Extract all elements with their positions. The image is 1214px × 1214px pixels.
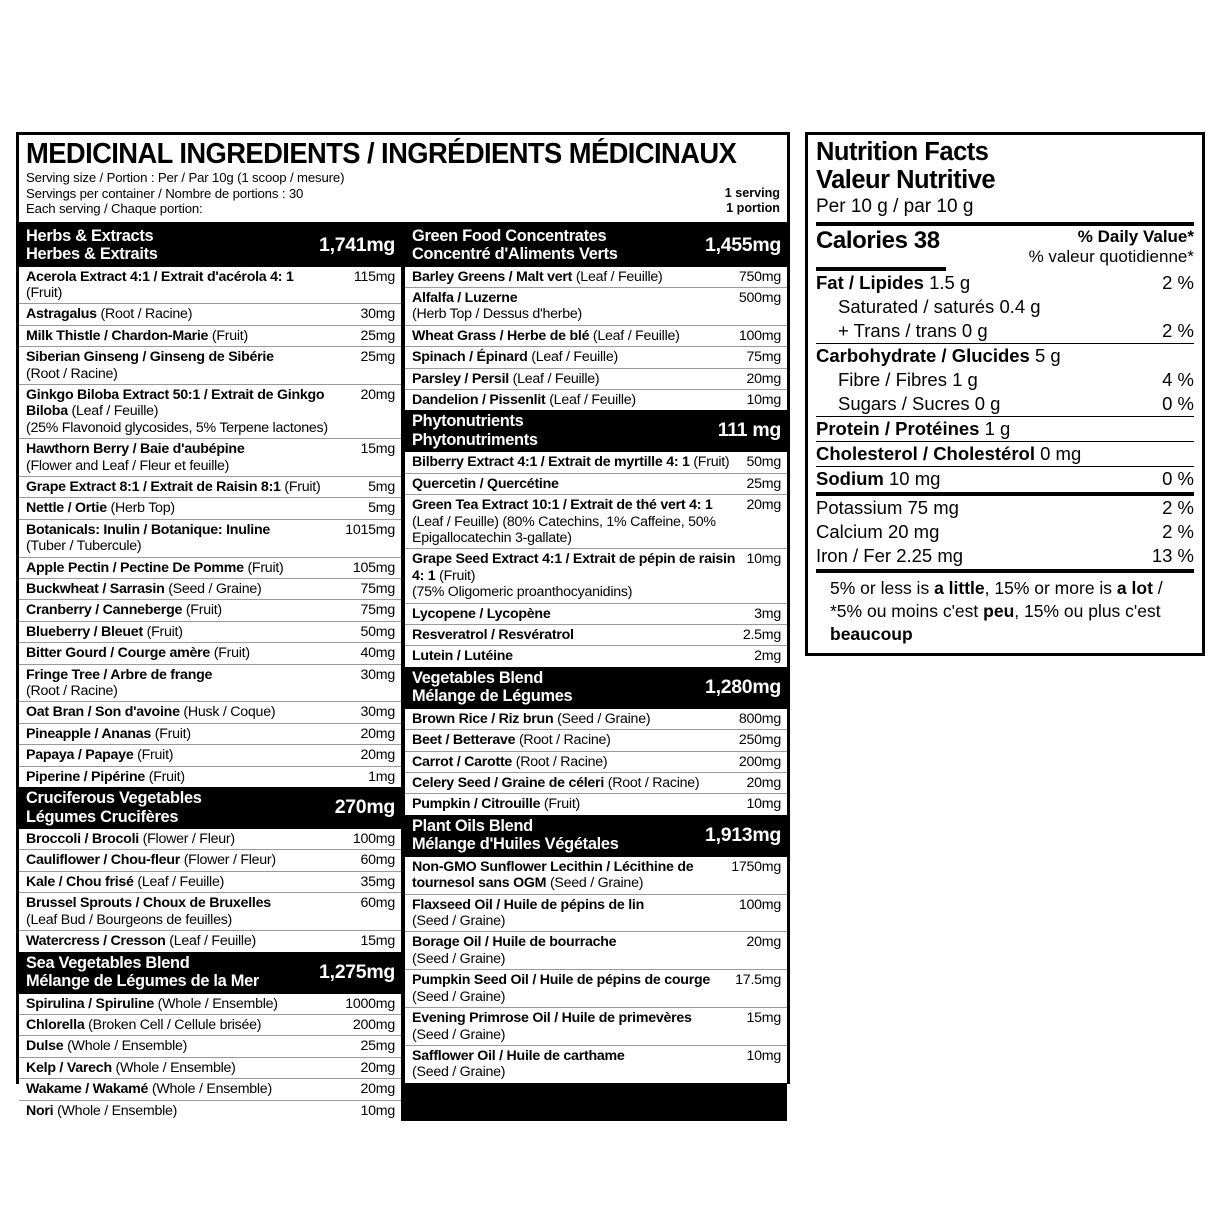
ingredient-row bbox=[405, 326, 787, 347]
ingredient-row bbox=[19, 326, 401, 347]
ingredient-row bbox=[405, 730, 787, 751]
ingredient-name: Alfalfa / Luzerne (Herb Top / Dessus d'herbe) bbox=[412, 290, 739, 323]
ingredient-amount: 1015mg bbox=[345, 521, 395, 538]
nutrient-row bbox=[816, 271, 1194, 295]
ingredient-name: Lutein / Lutéine bbox=[412, 648, 513, 665]
ingredient-name: Non-GMO Sunflower Lecithin / Lécithine de tournesol sans OGM (Seed / Graine) bbox=[412, 858, 694, 892]
ingredient-row bbox=[19, 579, 401, 600]
ingredient-row bbox=[405, 773, 787, 794]
ingredient-row bbox=[405, 709, 787, 730]
ingredient-name: Barley Greens / Malt vert (Leaf / Feuille) bbox=[412, 268, 663, 285]
group-total-amount: 1,275mg bbox=[319, 960, 395, 983]
ingredient-name: Siberian Ginseng / Ginseng de Sibérie (Root / Racine) bbox=[26, 349, 361, 382]
ingredient-amount: 10mg bbox=[360, 1102, 395, 1119]
ingredient-amount: 25mg bbox=[360, 349, 395, 366]
nutrient-daily-value: 0 % bbox=[1162, 393, 1194, 414]
ingredient-amount: 75mg bbox=[746, 349, 781, 366]
calories-row bbox=[816, 226, 1194, 267]
ingredient-name: Apple Pectin / Pectine De Pomme (Fruit) bbox=[26, 559, 284, 576]
ingredient-name: Green Tea Extract 10:1 / Extrait de thé vert 4: 1 (Leaf / Feuille) (80% Catechins, 1% Caffeine, 50% Epigallocatechin 3-gallate) bbox=[412, 497, 716, 546]
nutrient-label: Sodium 10 mg bbox=[816, 468, 941, 489]
ingredient-row bbox=[19, 829, 401, 850]
nutrition-serving-size: Per 10 g / par 10 g bbox=[816, 196, 974, 217]
ingredient-amount: 5mg bbox=[368, 478, 395, 495]
ingredient-name: Pumpkin Seed Oil / Huile de pépins de courge (Seed / Graine) bbox=[412, 972, 735, 1005]
group-total-amount: 111 mg bbox=[717, 419, 781, 442]
ingredient-row bbox=[405, 625, 787, 646]
ingredient-row bbox=[405, 1008, 787, 1046]
nutrition-facts-title-en: Nutrition Facts bbox=[816, 138, 989, 166]
ingredient-name: Cauliflower / Chou-fleur (Flower / Fleur) bbox=[26, 852, 276, 869]
ingredient-name: Botanicals: Inulin / Botanique: Inuline (Tuber / Tubercule) bbox=[26, 522, 345, 555]
group-name-fr: Mélange de Légumes bbox=[412, 687, 573, 706]
footnote-part: a lot bbox=[1116, 578, 1153, 598]
ingredient-amount: 30mg bbox=[360, 306, 395, 323]
group-name-fr: Mélange d'Huiles Végétales bbox=[412, 835, 619, 854]
group-name-fr: Concentré d'Aliments Verts bbox=[412, 245, 618, 263]
ingredient-amount: 17.5mg bbox=[735, 972, 781, 989]
ingredient-name: Evening Primrose Oil / Huile de primevères (Seed / Graine) bbox=[412, 1010, 747, 1043]
nutrient-label: Fibre / Fibres 1 g bbox=[838, 369, 978, 390]
mineral-label: Potassium 75 mg bbox=[816, 497, 959, 518]
ingredient-row bbox=[405, 895, 787, 933]
ingredient-name: Kale / Chou frisé (Leaf / Feuille) bbox=[26, 873, 225, 890]
ingredient-column-left bbox=[19, 225, 401, 1121]
mineral-rows bbox=[816, 496, 1194, 568]
ingredient-part: (Seed / Graine) bbox=[412, 1026, 506, 1043]
nutrient-label: Protein / Protéines 1 g bbox=[816, 418, 1011, 439]
nutrient-row bbox=[816, 295, 1194, 319]
ingredient-row bbox=[19, 439, 401, 477]
group-name bbox=[412, 227, 618, 264]
footnote-part: , 15% ou plus c'est bbox=[1014, 601, 1161, 621]
ingredient-row bbox=[19, 931, 401, 951]
ingredient-name: Pineapple / Ananas (Fruit) bbox=[26, 725, 191, 742]
nutrition-facts-title-fr: Valeur Nutritive bbox=[816, 166, 996, 194]
ingredient-name: Kelp / Varech (Whole / Ensemble) bbox=[26, 1059, 236, 1076]
group-name-en: Phytonutrients bbox=[412, 412, 524, 431]
group-name-en: Herbs & Extracts bbox=[26, 226, 154, 245]
ingredient-name: Brown Rice / Riz brun (Seed / Graine) bbox=[412, 710, 651, 727]
ingredient-rows bbox=[19, 267, 401, 788]
ingredient-amount: 20mg bbox=[360, 725, 395, 742]
ingredient-part: (Leaf Bud / Bourgeons de feuilles) bbox=[26, 911, 233, 928]
ingredient-name: Nori (Whole / Ensemble) bbox=[26, 1102, 178, 1119]
ingredient-row bbox=[405, 604, 787, 625]
serving-header-fr: 1 portion bbox=[726, 201, 780, 215]
nutrient-label: Cholesterol / Cholestérol 0 mg bbox=[816, 443, 1082, 464]
ingredient-name: Watercress / Cresson (Leaf / Feuille) bbox=[26, 933, 256, 950]
ingredient-column-right bbox=[405, 225, 787, 1121]
ingredient-group-header bbox=[405, 667, 787, 709]
group-total-amount: 1,913mg bbox=[705, 823, 781, 846]
ingredient-amount: 100mg bbox=[738, 896, 781, 913]
servings-per-container-line: Servings per container / Nombre de portions : 30 bbox=[26, 185, 304, 201]
medicinal-ingredients-panel bbox=[16, 132, 790, 1119]
nutrient-row bbox=[816, 417, 1194, 441]
ingredient-name: Piperine / Pipérine (Fruit) bbox=[26, 768, 185, 785]
ingredient-row bbox=[19, 267, 401, 305]
ingredient-amount: 10mg bbox=[746, 1047, 781, 1064]
nutrient-row bbox=[816, 442, 1194, 466]
ingredient-amount: 20mg bbox=[746, 934, 781, 951]
ingredient-part: (75% Oligomeric proanthocyanidins) bbox=[412, 584, 633, 601]
ingredient-row bbox=[19, 702, 401, 723]
ingredient-name: Wheat Grass / Herbe de blé (Leaf / Feuille) bbox=[412, 327, 680, 344]
ingredient-part: (Seed / Graine) bbox=[412, 950, 506, 967]
ingredient-amount: 20mg bbox=[360, 386, 395, 403]
ingredient-row bbox=[405, 390, 787, 410]
group-total-amount: 270mg bbox=[334, 796, 395, 819]
ingredient-name: Chlorella (Broken Cell / Cellule brisée) bbox=[26, 1016, 262, 1033]
nutrient-daily-value: 2 % bbox=[1162, 320, 1194, 341]
nutrient-label: Fat / Lipides 1.5 g bbox=[816, 272, 971, 293]
ingredient-row bbox=[405, 288, 787, 326]
ingredient-columns bbox=[19, 222, 787, 1121]
daily-value-footnote bbox=[816, 573, 1194, 646]
ingredient-amount: 60mg bbox=[360, 895, 395, 912]
calories-value: Calories 38 bbox=[816, 227, 940, 254]
ingredient-row bbox=[19, 643, 401, 664]
nutrient-row bbox=[816, 319, 1194, 343]
ingredient-name: Fringe Tree / Arbre de frange (Root / Racine) bbox=[26, 667, 361, 700]
ingredient-name: Resveratrol / Resvératrol bbox=[412, 627, 574, 643]
group-total-amount: 1,280mg bbox=[705, 675, 781, 698]
ingredient-name: Celery Seed / Graine de céleri (Root / Racine) bbox=[412, 775, 700, 792]
ingredient-row bbox=[19, 622, 401, 643]
nutrient-label: Carbohydrate / Glucides 5 g bbox=[816, 345, 1061, 366]
ingredient-amount: 40mg bbox=[360, 645, 395, 662]
ingredient-row bbox=[405, 369, 787, 390]
footnote-part: a little bbox=[934, 578, 985, 598]
ingredient-row bbox=[405, 549, 787, 603]
ingredient-row bbox=[19, 477, 401, 498]
mineral-daily-value: 2 % bbox=[1162, 497, 1194, 518]
ingredient-row bbox=[405, 794, 787, 814]
ingredient-row bbox=[19, 665, 401, 703]
ingredient-amount: 75mg bbox=[360, 602, 395, 619]
nutrient-rows bbox=[816, 271, 1194, 491]
ingredient-amount: 20mg bbox=[746, 497, 781, 514]
daily-value-header-en: % Daily Value* bbox=[1077, 227, 1194, 246]
ingredient-row bbox=[405, 495, 787, 549]
nutrient-daily-value: 0 % bbox=[1162, 468, 1194, 489]
medicinal-header bbox=[19, 135, 787, 222]
ingredient-rows bbox=[405, 709, 787, 815]
ingredient-row bbox=[405, 970, 787, 1008]
group-name-fr: Herbes & Extraits bbox=[26, 245, 158, 263]
ingredient-name: Papaya / Papaye (Fruit) bbox=[26, 747, 174, 764]
ingredient-row bbox=[405, 452, 787, 473]
ingredient-amount: 25mg bbox=[746, 475, 781, 492]
footnote-part: beaucoup bbox=[830, 624, 913, 644]
daily-value-header-fr: % valeur quotidienne* bbox=[1028, 247, 1194, 266]
ingredient-row bbox=[19, 872, 401, 893]
ingredient-amount: 25mg bbox=[360, 1038, 395, 1055]
ingredient-amount: 200mg bbox=[738, 753, 781, 770]
group-total-amount: 1,741mg bbox=[319, 233, 395, 256]
ingredient-part: (Seed / Graine) bbox=[412, 988, 506, 1005]
ingredient-name: Lycopene / Lycopène bbox=[412, 605, 551, 622]
ingredient-name: Parsley / Persil (Leaf / Feuille) bbox=[412, 370, 600, 387]
group-name-fr: Légumes Crucifères bbox=[26, 807, 179, 826]
ingredient-name: Spinach / Épinard (Leaf / Feuille) bbox=[412, 349, 618, 366]
ingredient-name: Borage Oil / Huile de bourrache (Seed / Graine) bbox=[412, 934, 747, 967]
group-name-en: Sea Vegetables Blend bbox=[26, 953, 190, 972]
ingredient-name: Grape Seed Extract 4:1 / Extrait de pépin de raisin 4: 1 (Fruit) (75% Oligomeric proanthocyanidins) bbox=[412, 551, 747, 600]
ingredient-name: Spirulina / Spiruline (Whole / Ensemble) bbox=[26, 995, 278, 1012]
ingredient-name: Acerola Extract 4:1 / Extrait d'acérola 4: 1 (Fruit) bbox=[26, 269, 354, 302]
group-total-amount: 1,455mg bbox=[705, 233, 781, 256]
ingredient-name: Pumpkin / Citrouille (Fruit) bbox=[412, 796, 580, 813]
ingredient-part: (Seed / Graine) bbox=[412, 1064, 506, 1081]
group-name bbox=[412, 412, 538, 449]
ingredient-rows bbox=[19, 829, 401, 951]
ingredient-row bbox=[19, 600, 401, 621]
mineral-label: Iron / Fer 2.25 mg bbox=[816, 545, 964, 566]
ingredient-name: Dandelion / Pissenlit (Leaf / Feuille) bbox=[412, 391, 636, 408]
ingredient-row bbox=[19, 724, 401, 745]
ingredient-amount: 15mg bbox=[360, 933, 395, 950]
ingredient-amount: 25mg bbox=[360, 327, 395, 344]
group-name-en: Plant Oils Blend bbox=[412, 816, 533, 835]
group-name bbox=[26, 954, 259, 991]
ingredient-row bbox=[19, 304, 401, 325]
ingredient-row bbox=[19, 1079, 401, 1100]
serving-header-en: 1 serving bbox=[724, 185, 780, 200]
nutrient-label: Saturated / saturés 0.4 g bbox=[838, 296, 1041, 317]
footnote-part: 5% or less is bbox=[830, 578, 935, 598]
ingredient-amount: 800mg bbox=[738, 710, 781, 727]
footnote-part: , 15% or more is bbox=[984, 578, 1117, 598]
ingredient-part: (Root / Racine) bbox=[26, 683, 118, 700]
ingredient-name: Bilberry Extract 4:1 / Extrait de myrtille 4: 1 (Fruit) bbox=[412, 454, 730, 471]
mineral-row bbox=[816, 520, 1194, 544]
ingredient-name: Broccoli / Brocoli (Flower / Fleur) bbox=[26, 831, 235, 848]
ingredient-group-header bbox=[405, 410, 787, 452]
ingredient-amount: 10mg bbox=[746, 391, 781, 408]
mineral-daily-value: 13 % bbox=[1151, 545, 1194, 566]
ingredient-row bbox=[405, 646, 787, 666]
ingredient-name: Dulse (Whole / Ensemble) bbox=[26, 1038, 188, 1055]
ingredient-amount: 10mg bbox=[746, 796, 781, 813]
nutrient-daily-value: 2 % bbox=[1162, 272, 1194, 293]
ingredient-part: (25% Flavonoid glycosides, 5% Terpene lactones) bbox=[26, 419, 328, 436]
ingredient-row bbox=[19, 994, 401, 1015]
ingredient-name: Ginkgo Biloba Extract 50:1 / Extrait de Ginkgo Biloba (Leaf / Feuille) (25% Flavonoid glycosides, 5% Terpene lactones) bbox=[26, 387, 361, 436]
ingredient-amount: 15mg bbox=[746, 1010, 781, 1027]
ingredient-row bbox=[405, 752, 787, 773]
ingredient-row bbox=[19, 1058, 401, 1079]
mineral-label: Calcium 20 mg bbox=[816, 521, 940, 542]
ingredient-amount: 50mg bbox=[746, 454, 781, 471]
mineral-row bbox=[816, 544, 1194, 568]
ingredient-name: Safflower Oil / Huile de carthame (Seed / Graine) bbox=[412, 1048, 747, 1081]
group-name-en: Cruciferous Vegetables bbox=[26, 789, 202, 808]
ingredient-group-header bbox=[405, 225, 787, 267]
ingredient-name: Buckwheat / Sarrasin (Seed / Graine) bbox=[26, 581, 262, 597]
group-name-fr: Phytonutriments bbox=[412, 430, 538, 449]
ingredient-row bbox=[19, 767, 401, 787]
group-name bbox=[412, 669, 572, 706]
ingredient-amount: 500mg bbox=[738, 289, 781, 306]
serving-size-line: Serving size / Portion : Per / Par 10g (1 scoop / mesure) bbox=[26, 170, 345, 185]
ingredient-name: Bitter Gourd / Courge amère (Fruit) bbox=[26, 645, 250, 662]
ingredient-row bbox=[405, 267, 787, 288]
ingredient-rows bbox=[405, 267, 787, 411]
ingredient-amount: 100mg bbox=[352, 831, 395, 848]
ingredient-amount: 20mg bbox=[746, 775, 781, 792]
ingredient-part: (Root / Racine) bbox=[26, 365, 118, 382]
nutrient-row bbox=[816, 368, 1194, 392]
group-name-en: Green Food Concentrates bbox=[412, 226, 607, 245]
ingredient-part: (Flower and Leaf / Fleur et feuille) bbox=[26, 457, 230, 474]
ingredient-row bbox=[19, 558, 401, 579]
ingredient-amount: 115mg bbox=[353, 268, 395, 285]
each-serving-line: Each serving / Chaque portion: bbox=[26, 201, 203, 216]
ingredient-row bbox=[19, 498, 401, 519]
ingredient-name: Grape Extract 8:1 / Extrait de Raisin 8:1 (Fruit) bbox=[26, 478, 321, 495]
ingredient-row bbox=[19, 893, 401, 931]
group-name bbox=[412, 817, 619, 854]
ingredient-amount: 750mg bbox=[738, 268, 781, 285]
ingredient-row bbox=[405, 1046, 787, 1083]
ingredient-amount: 75mg bbox=[360, 581, 395, 597]
ingredient-amount: 105mg bbox=[352, 559, 395, 576]
ingredient-name: Oat Bran / Son d'avoine (Husk / Coque) bbox=[26, 704, 276, 721]
ingredient-row bbox=[19, 850, 401, 871]
ingredient-amount: 5mg bbox=[368, 500, 395, 517]
ingredient-name: Wakame / Wakamé (Whole / Ensemble) bbox=[26, 1081, 272, 1098]
ingredient-name: Blueberry / Bleuet (Fruit) bbox=[26, 623, 183, 640]
ingredient-part: (Herb Top / Dessus d'herbe) bbox=[412, 306, 582, 323]
ingredient-row bbox=[19, 385, 401, 439]
ingredient-name: Beet / Betterave (Root / Racine) bbox=[412, 732, 611, 749]
ingredient-name: Hawthorn Berry / Baie d'aubépine (Flower and Leaf / Fleur et feuille) bbox=[26, 441, 361, 474]
serving-column-headers bbox=[725, 186, 780, 217]
ingredient-row bbox=[19, 1036, 401, 1057]
ingredient-name: Brussel Sprouts / Choux de Bruxelles (Leaf Bud / Bourgeons de feuilles) bbox=[26, 895, 361, 928]
ingredient-name: Cranberry / Canneberge (Fruit) bbox=[26, 602, 222, 619]
ingredient-amount: 20mg bbox=[360, 1059, 395, 1076]
ingredient-amount: 1000mg bbox=[345, 995, 395, 1012]
ingredient-name: Astragalus (Root / Racine) bbox=[26, 306, 193, 323]
nutrient-row bbox=[816, 344, 1194, 368]
ingredient-group-header bbox=[405, 815, 787, 857]
nutrient-daily-value: 4 % bbox=[1162, 369, 1194, 390]
ingredient-group-header bbox=[19, 225, 401, 267]
ingredient-amount: 20mg bbox=[360, 747, 395, 764]
ingredient-row bbox=[405, 347, 787, 368]
mineral-daily-value: 2 % bbox=[1162, 521, 1194, 542]
ingredient-amount: 20mg bbox=[360, 1081, 395, 1098]
ingredient-amount: 2mg bbox=[754, 648, 781, 665]
daily-value-header bbox=[1029, 227, 1194, 267]
ingredient-amount: 200mg bbox=[352, 1016, 395, 1033]
ingredient-amount: 30mg bbox=[360, 704, 395, 721]
ingredient-name: Quercetin / Quercétine bbox=[412, 475, 559, 492]
ingredient-amount: 50mg bbox=[360, 623, 395, 640]
ingredient-part: (Fruit) bbox=[26, 284, 63, 301]
ingredient-amount: 20mg bbox=[746, 370, 781, 387]
ingredient-name: Carrot / Carotte (Root / Racine) bbox=[412, 753, 608, 770]
ingredient-row bbox=[19, 745, 401, 766]
ingredient-name: Nettle / Ortie (Herb Top) bbox=[26, 500, 175, 517]
footnote-part: peu bbox=[983, 601, 1015, 621]
ingredient-row bbox=[19, 347, 401, 385]
mineral-row bbox=[816, 496, 1194, 520]
group-name bbox=[26, 789, 202, 826]
ingredient-rows bbox=[405, 857, 787, 1083]
ingredient-amount: 60mg bbox=[360, 852, 395, 869]
ingredient-part: (Seed / Graine) bbox=[412, 913, 506, 930]
ingredient-amount: 2.5mg bbox=[742, 627, 781, 643]
ingredient-row bbox=[19, 1015, 401, 1036]
footnote-part: / *5% ou moins c'est bbox=[830, 578, 1163, 621]
ingredient-amount: 250mg bbox=[738, 732, 781, 749]
ingredient-row bbox=[405, 932, 787, 970]
ingredient-part: (Tuber / Tubercule) bbox=[26, 538, 142, 555]
ingredient-rows bbox=[19, 994, 401, 1121]
servings-info bbox=[26, 186, 780, 217]
ingredient-row bbox=[405, 474, 787, 495]
ingredient-amount: 3mg bbox=[754, 605, 781, 622]
group-name bbox=[26, 227, 158, 264]
nutrition-facts-panel bbox=[805, 132, 1205, 656]
nutrient-label: + Trans / trans 0 g bbox=[838, 320, 988, 341]
nutrient-row bbox=[816, 392, 1194, 416]
ingredient-amount: 15mg bbox=[360, 441, 395, 458]
page-title: MEDICINAL INGREDIENTS / INGRÉDIENTS MÉDICINAUX bbox=[26, 138, 737, 170]
ingredient-group-header bbox=[19, 952, 401, 994]
ingredient-group-header bbox=[19, 787, 401, 829]
group-name-fr: Mélange de Légumes de la Mer bbox=[26, 972, 259, 990]
ingredient-name: Flaxseed Oil / Huile de pépins de lin (Seed / Graine) bbox=[412, 897, 739, 930]
ingredient-rows bbox=[405, 452, 787, 666]
ingredient-amount: 1750mg bbox=[731, 858, 781, 875]
ingredient-name: Milk Thistle / Chardon-Marie (Fruit) bbox=[26, 327, 248, 344]
ingredient-amount: 30mg bbox=[360, 666, 395, 683]
ingredient-amount: 35mg bbox=[360, 873, 395, 890]
ingredient-row bbox=[19, 1101, 401, 1121]
group-name-en: Vegetables Blend bbox=[412, 668, 543, 687]
nutrient-label: Sugars / Sucres 0 g bbox=[838, 393, 1001, 414]
ingredient-row bbox=[19, 520, 401, 558]
ingredient-amount: 10mg bbox=[746, 551, 781, 568]
nutrient-row bbox=[816, 467, 1194, 491]
ingredient-amount: 1mg bbox=[368, 768, 395, 785]
ingredient-amount: 100mg bbox=[738, 327, 781, 344]
ingredient-row bbox=[405, 857, 787, 895]
